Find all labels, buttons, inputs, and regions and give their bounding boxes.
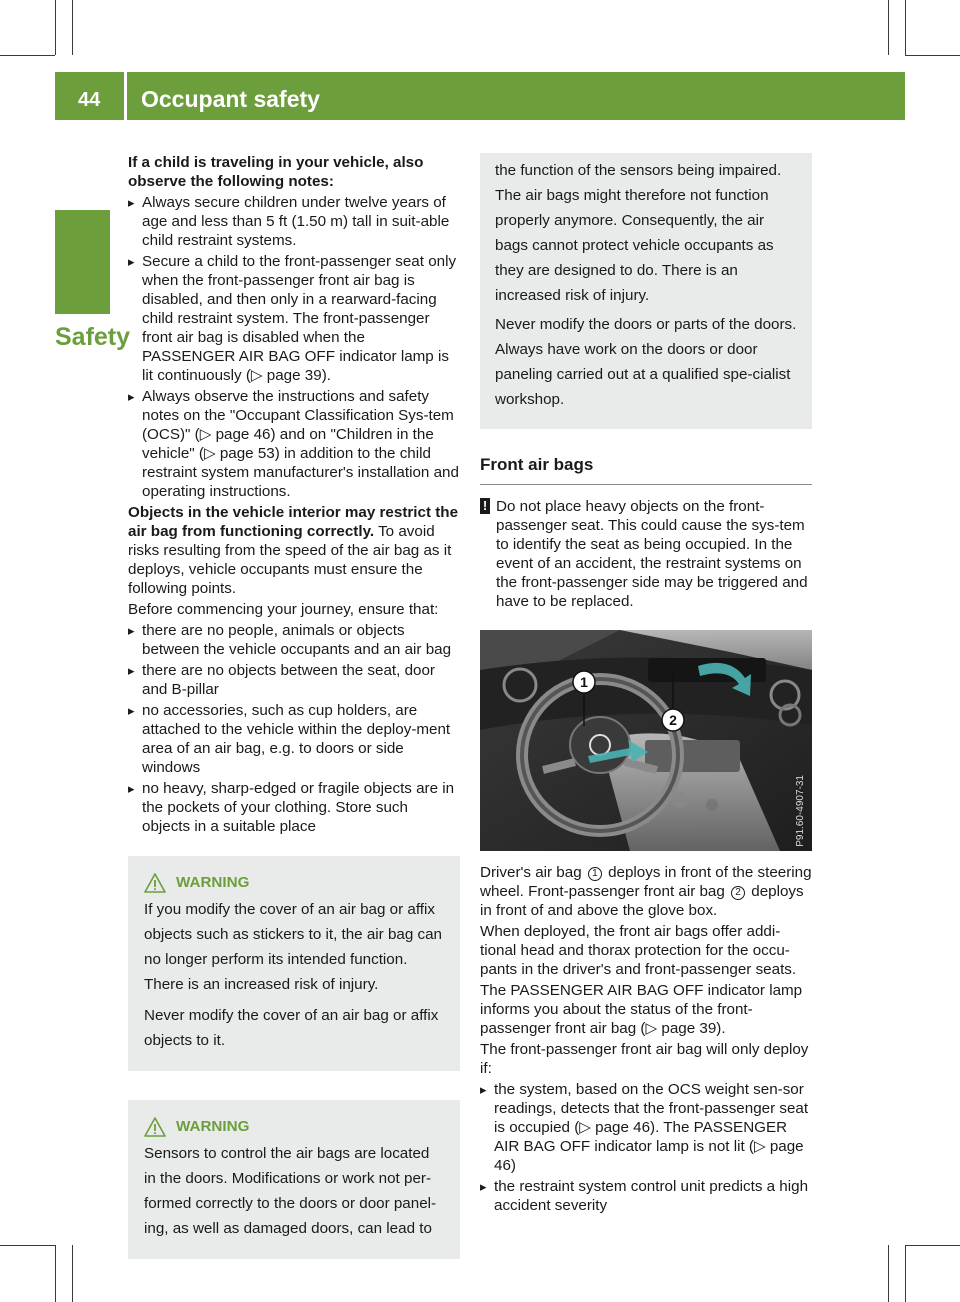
indicator-lamp-paragraph: The PASSENGER AIR BAG OFF indicator lamp informs you about the status of the front-passenger front air bag (▷ page 39). — [480, 982, 803, 1037]
deploy-conditions-list — [480, 1080, 812, 1215]
callout-1-label: 1 — [580, 674, 588, 690]
section-heading: Front air bags — [480, 454, 812, 485]
warning-text: Never modify the doors or parts of the doors. Always have work on the doors or door paneling carried out at a qualified spe-cialist workshop. — [495, 316, 797, 408]
crop-mark — [888, 0, 889, 55]
crop-mark — [55, 0, 56, 55]
crop-mark — [905, 1245, 906, 1302]
deploy-only-if-paragraph: The front-passenger front air bag will only deploy if: — [480, 1041, 809, 1077]
list-item: ▸ there are no objects between the seat, door and B-pillar — [128, 661, 460, 699]
list-item: ▸ there are no people, animals or objects between the vehicle occupants and an air bag — [128, 621, 460, 659]
list-item: ▸ Secure a child to the front-passenger seat only when the front-passenger front air bag is disabled, and then only in a rearward-facing child restraint system. The front-passenger front air bag is disabled when the PASSENGER AIR BAG OFF indicator lamp is lit continuously (▷ page 39). — [128, 252, 460, 385]
figure-code: P91.60-4907-31 — [795, 775, 806, 847]
section-label: Safety — [55, 323, 131, 351]
header-divider — [124, 72, 127, 120]
warning-label: WARNING — [176, 1118, 250, 1135]
right-column — [480, 153, 812, 1217]
warning-text: the function of the sensors being impaired. The air bags might therefore not function properly anymore. Consequently, the air bags cannot protect vehicle occupants as they are designed to do. There is an increased risk of injury. — [495, 162, 782, 304]
warning-text: If you modify the cover of an air bag or affix objects such as stickers to it, the air bag can no longer perform its intended function. There is an increased risk of injury. — [144, 901, 442, 993]
warning-title — [144, 1114, 444, 1139]
callout-1-icon: 1 — [588, 867, 602, 881]
warning-text: Sensors to control the air bags are located in the doors. Modifications or work not per-formed correctly to the doors or door panel-ing, as well as damaged doors, can lead to — [144, 1145, 437, 1237]
crop-mark — [905, 0, 906, 55]
callout-2-icon: 2 — [731, 886, 745, 900]
deployed-paragraph: When deployed, the front air bags offer addi-tional head and thorax protection for the occu-pants in the driver's and front-passenger seats. — [480, 923, 797, 978]
objects-paragraph — [128, 503, 460, 598]
left-column — [128, 153, 460, 1259]
child-notes-heading: If a child is traveling in your vehicle, also observe the following notes: — [128, 154, 424, 190]
warning-text: Never modify the cover of an air bag or affix objects to it. — [144, 1007, 439, 1049]
dashboard-illustration — [480, 630, 812, 851]
warning-label: WARNING — [176, 874, 250, 891]
warning-box-continued — [480, 153, 812, 429]
objects-heading: Objects in the vehicle interior may restrict the air bag from functioning correctly. — [128, 504, 459, 540]
page-number: 44 — [78, 89, 101, 111]
list-item: ▸ the system, based on the OCS weight sen-sor readings, detects that the front-passenger seat is occupied (▷ page 46). The PASSENGER AIR BAG OFF indicator lamp is not lit (▷ page 46) — [480, 1080, 812, 1175]
page-title: Occupant safety — [141, 86, 320, 112]
list-item: ▸ the restraint system control unit predicts a high accident severity — [480, 1177, 812, 1215]
crop-mark — [888, 1245, 889, 1302]
warning-triangle-icon — [144, 1117, 166, 1137]
objects-text: To avoid risks resulting from the speed of the air bag as it deploys, vehicle occupants must ensure the following points. — [128, 523, 452, 597]
crop-mark — [0, 55, 55, 56]
text-span: Driver's air bag — [480, 864, 586, 881]
notice-text: Do not place heavy objects on the front-passenger seat. This could cause the sys-tem to identify the seat as being occupied. In the event of an accident, the restraint systems on the front-passenger side may be triggered and have to be replaced. — [496, 498, 808, 610]
crop-mark — [72, 0, 73, 55]
callout-2-label: 2 — [669, 712, 677, 728]
driver-airbag-paragraph — [480, 863, 812, 920]
child-notes-list — [128, 193, 460, 501]
before-journey-text: Before commencing your journey, ensure that: — [128, 601, 439, 618]
airbag-figure — [480, 630, 812, 851]
warning-triangle-icon — [144, 873, 166, 893]
list-item: ▸ no accessories, such as cup holders, are attached to the vehicle within the deploy-ment area of an air bag, e.g. to doors or side windows — [128, 701, 460, 777]
crop-mark — [0, 1245, 55, 1246]
warning-box-modify-cover — [128, 856, 460, 1071]
list-item: ▸ Always observe the instructions and safety notes on the "Occupant Classification Sys-tem (OCS)" (▷ page 46) and on "Children in the vehicle" (▷ page 53) in addition to the child restraint system manufacturer's installation and operating instructions. — [128, 387, 460, 501]
crop-mark — [905, 55, 960, 56]
list-item: ▸ no heavy, sharp-edged or fragile objects are in the pockets of your clothing. Store such objects in a suitable place — [128, 779, 460, 836]
crop-mark — [905, 1245, 960, 1246]
warning-title — [144, 870, 444, 895]
crop-mark — [72, 1245, 73, 1302]
ensure-list — [128, 621, 460, 836]
notice-block — [480, 497, 812, 611]
section-tab — [55, 210, 110, 314]
crop-mark — [55, 1245, 56, 1302]
text-span: deploys in front of the steering wheel. Front-passenger front air bag — [480, 864, 812, 900]
exclamation-icon: ! — [480, 498, 490, 514]
list-item: ▸ Always secure children under twelve years of age and less than 5 ft (1.50 m) tall in suit-able child restraint systems. — [128, 193, 460, 250]
warning-box-door-sensors — [128, 1100, 460, 1259]
text-span: deploys in front of and above the glove box. — [480, 883, 804, 919]
